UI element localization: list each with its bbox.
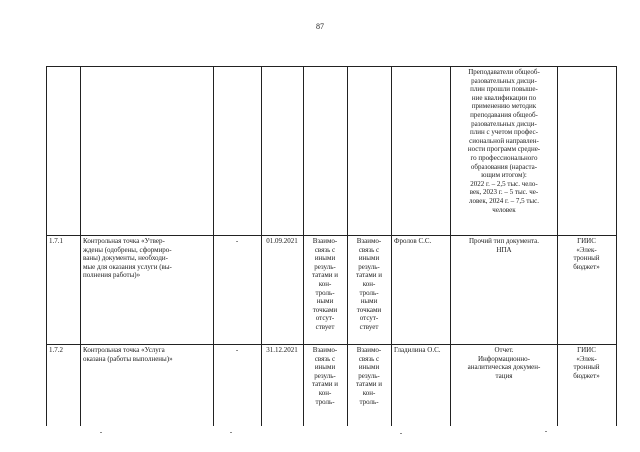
row-responsible: Фролов С.С. [394, 237, 432, 245]
result-description: Преподаватели общеоб- разовательных дисци- плин прошли повыше- ние квалификации по применению методик преподавания общеоб- разовательных дисци- плин с учетом профес- сиональной направлен- ности программ средне- го профессионального образования (нараста- ющим итогом): 2022 г. – 2,5 тыс. чело- век, 2023 г. – 5 тыс. че- ловек, 2024 г. – 7,5 тыс. человек [467, 68, 541, 214]
row-responsible: Гладилина О.С. [394, 346, 441, 354]
row-start-date: - [235, 346, 239, 354]
row-start-date: - [235, 237, 239, 245]
row-name: Контрольная точка «Утвер- ждены (одобрены, сформиро- ваны) документы, необходи- мые для оказания услуги (вы- полнения работы)» [83, 237, 172, 280]
row-link-a: Взаимо- связь с иными резуль- татами и кон- троль- [312, 346, 338, 406]
row-document: Прочий тип документа. НПА [469, 237, 539, 254]
row-number: 1.7.1 [49, 237, 63, 245]
row-link-b: Взаимо- связь с иными резуль- татами и кон- троль- ными точками отсут- ствует [356, 237, 382, 331]
row-system: ГИИС «Элек- тронный бюджет» [573, 237, 600, 271]
row-number: 1.7.2 [49, 346, 63, 354]
row-system: ГИИС «Элек- тронный бюджет» [573, 346, 600, 380]
row-link-a: Взаимо- связь с иными резуль- татами и кон- троль- ными точками отсут- ствует [312, 237, 338, 331]
row-link-b: Взаимо- связь с иными резуль- татами и кон- троль- [356, 346, 382, 406]
row-name: Контрольная точка «Услуга оказана (работы выполнены)» [83, 346, 173, 363]
row-end-date: 31.12.2021 [266, 346, 298, 354]
row-document: Отчет. Информационно- аналитическая докумен- тация [467, 346, 541, 380]
page-number: 87 [316, 22, 324, 31]
row-end-date: 01.09.2021 [266, 237, 298, 245]
